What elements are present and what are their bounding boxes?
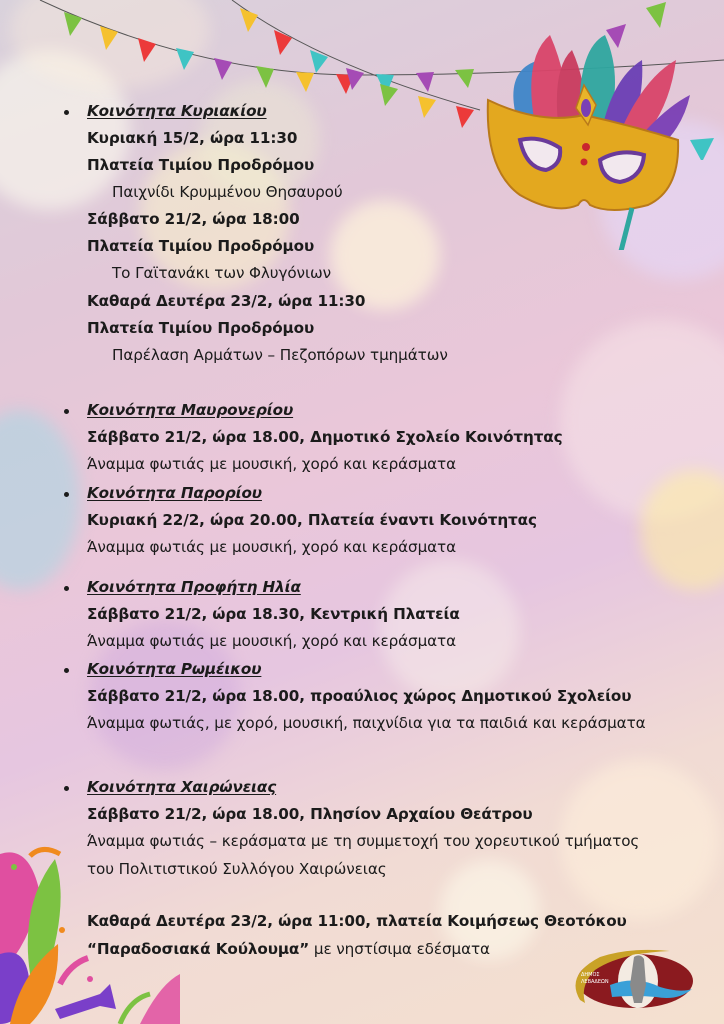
event-time: Καθαρά Δευτέρα 23/2, ώρα 11:30: [87, 292, 366, 310]
bullet: [64, 586, 69, 591]
event-details: Σάββατο 21/2, ώρα 18.00, Δημοτικό Σχολείο Κοινότητας: [87, 428, 563, 446]
community-heading: Κοινότητα Χαιρώνειας: [87, 778, 277, 796]
event-description: Άναμμα φωτιάς, με χορό, μουσική, παιχνίδια για τα παιδιά και κεράσματα: [87, 714, 646, 732]
footer-event-details: Καθαρά Δευτέρα 23/2, ώρα 11:00, πλατεία Κοιμήσεως Θεοτόκου: [87, 912, 627, 930]
event-location: Πλατεία Τιμίου Προδρόμου: [87, 319, 315, 337]
event-details: Σάββατο 21/2, ώρα 18.30, Κεντρική Πλατεία: [87, 605, 460, 623]
event-description: Το Γαϊτανάκι των Φλυγόνιων: [112, 264, 331, 282]
event-description: Παρέλαση Αρμάτων – Πεζοπόρων τμημάτων: [112, 346, 448, 364]
event-description: Άναμμα φωτιάς με μουσική, χορό και κεράσματα: [87, 632, 457, 650]
event-time: Κυριακή 15/2, ώρα 11:30: [87, 129, 298, 147]
footer-event-description: [87, 939, 490, 959]
bullet: [64, 492, 69, 497]
community-heading: Κοινότητα Παρορίου: [87, 484, 262, 502]
community-heading: Κοινότητα Προφήτη Ηλία: [87, 578, 301, 596]
bullet: [64, 786, 69, 791]
event-description: Άναμμα φωτιάς – κεράσματα με τη συμμετοχή του χορευτικού τμήματος: [87, 832, 640, 850]
event-details: Σάββατο 21/2, ώρα 18.00, προαύλιος χώρος Δημοτικού Σχολείου: [87, 687, 632, 705]
bullet: [64, 409, 69, 414]
logo-text-line1: ΔΗΜΟΣ: [581, 972, 600, 978]
community-heading: Κοινότητα Μαυρονερίου: [87, 401, 294, 419]
event-location: Πλατεία Τιμίου Προδρόμου: [87, 237, 315, 255]
event-description: Άναμμα φωτιάς με μουσική, χορό και κεράσματα: [87, 455, 457, 473]
logo-text-line2: ΛΕΒΑΔΕΩΝ: [581, 979, 609, 985]
footer-event-note: με νηστίσιμα εδέσματα: [309, 940, 490, 958]
community-heading: Κοινότητα Ρωμέικου: [87, 660, 262, 678]
community-heading: Κοινότητα Κυριακίου: [87, 102, 267, 120]
event-description: του Πολιτιστικού Συλλόγου Χαιρώνειας: [87, 860, 387, 878]
footer-event-title: “Παραδοσιακά Κούλουμα”: [87, 940, 310, 958]
municipality-logo: [560, 945, 700, 1015]
event-location: Πλατεία Τιμίου Προδρόμου: [87, 156, 315, 174]
carnival-mask-icon: [480, 30, 690, 250]
event-details: Σάββατο 21/2, ώρα 18.00, Πλησίον Αρχαίου Θεάτρου: [87, 805, 533, 823]
bullet: [64, 668, 69, 673]
bullet: [64, 110, 69, 115]
event-time: Σάββατο 21/2, ώρα 18:00: [87, 210, 300, 228]
event-details: Κυριακή 22/2, ώρα 20.00, Πλατεία έναντι Κοινότητας: [87, 511, 537, 529]
event-description: Παιχνίδι Κρυμμένου Θησαυρού: [112, 183, 343, 201]
event-description: Άναμμα φωτιάς με μουσική, χορό και κεράσματα: [87, 538, 457, 556]
